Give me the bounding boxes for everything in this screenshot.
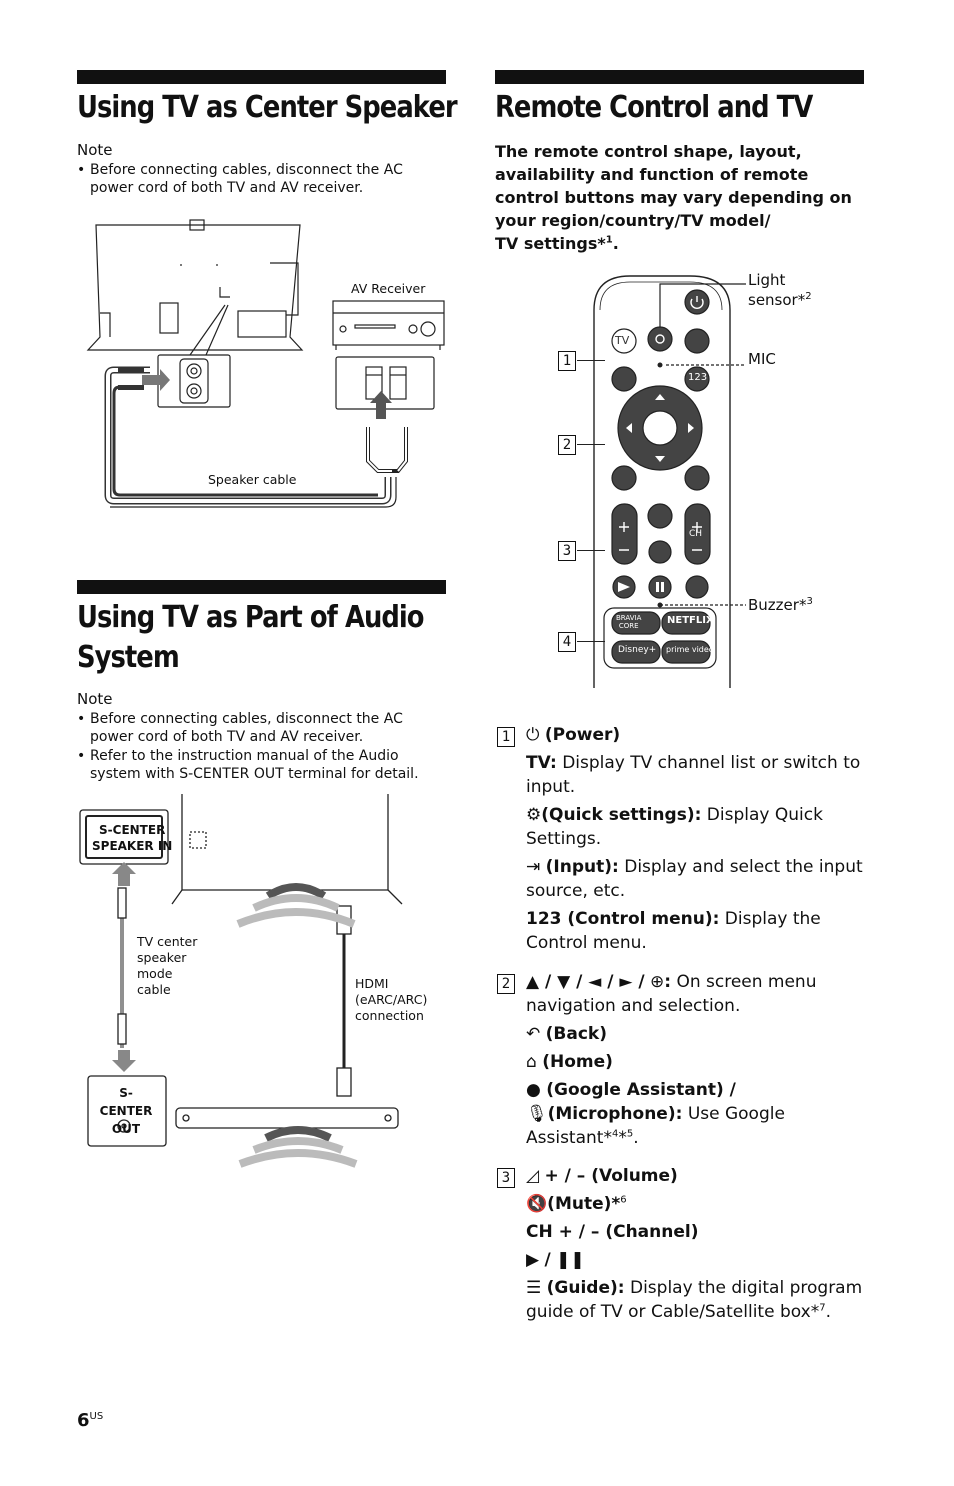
item-number: 1 — [497, 727, 515, 747]
channel-entry — [526, 1220, 866, 1244]
note-bullet: • Before connecting cables, disconnect the AC power cord of both TV and AV receiver. — [77, 710, 437, 746]
pause-icon: ❚❚ — [556, 1250, 585, 1270]
light-sensor-line1: Light — [748, 271, 786, 289]
back-label: (Back) — [545, 1024, 608, 1044]
mute-label: (Mute)* — [547, 1194, 621, 1214]
tv-desc: Display TV channel list or switch to input. — [526, 753, 861, 797]
back-icon: ↶ — [526, 1024, 541, 1044]
intro-line: your region/country/TV model/ — [495, 211, 771, 230]
assistant-label: (Google Assistant) / — [546, 1080, 736, 1100]
nav-desc: On screen menu navigation and selection. — [526, 972, 817, 1016]
tv-cable-line: TV center — [137, 934, 198, 949]
light-sensor-label — [748, 270, 812, 310]
item-2 — [526, 970, 866, 1150]
control-menu-desc: Display the Control menu. — [526, 909, 821, 953]
note-label: Note — [77, 690, 113, 708]
intro-text — [495, 140, 865, 255]
remote-btn-prime: prime video — [666, 645, 714, 654]
remote-btn-ch: CH — [689, 529, 703, 539]
callout-line — [577, 444, 605, 445]
channel-label: CH + / – (Channel) — [526, 1222, 699, 1242]
note-text: Refer to the instruction manual of the Audio system with S-CENTER OUT terminal for detail. — [90, 748, 419, 782]
section-title-line2: System — [77, 640, 179, 675]
power-icon: ⏻ — [526, 725, 540, 745]
volume-entry — [526, 1164, 866, 1188]
google-assistant-icon: ● — [526, 1080, 541, 1100]
scenter-in-label — [92, 822, 172, 854]
guide-icon: ☰ — [526, 1278, 542, 1298]
footnote-ref: 2 — [805, 291, 812, 302]
nav-label: ▲ / ▼ / ◄ / ► / — [526, 972, 645, 992]
callout-4: 4 — [558, 632, 576, 652]
remote-btn-netflix: NETFLIX — [667, 615, 714, 626]
control-menu-label: 123 (Control menu): — [526, 909, 720, 929]
period: . — [825, 1302, 831, 1322]
item-1 — [526, 723, 866, 955]
microphone-icon: 🎙 — [526, 1104, 548, 1124]
power-label: (Power) — [544, 725, 621, 745]
mic-label: MIC — [748, 350, 776, 368]
input-label: (Input): — [545, 857, 619, 877]
footnote-ref: 5 — [626, 1128, 634, 1140]
remote-btn-123: 123 — [688, 372, 708, 383]
page-number — [77, 1410, 103, 1431]
footnote-ref: 1 — [605, 234, 613, 246]
home-label: (Home) — [542, 1052, 613, 1072]
section-rule — [495, 70, 864, 84]
note-label: Note — [77, 141, 113, 159]
tv-cable-line: cable — [137, 982, 171, 997]
intro-line: availability and function of remote — [495, 165, 809, 184]
play-pause-entry — [526, 1248, 866, 1272]
scenter-out-label — [96, 1084, 156, 1138]
intro-line: TV settings*$^1$. — [495, 234, 619, 253]
quick-settings-desc: Display Quick Settings. — [526, 805, 823, 849]
intro-line: control buttons may vary depending on — [495, 188, 852, 207]
callout-line — [577, 550, 605, 551]
intro-line: The remote control shape, layout, — [495, 142, 802, 161]
tv-label: TV: — [526, 753, 557, 773]
remote-btn-bravia-line: BRAVIA — [616, 614, 642, 622]
hdmi-line: (eARC/ARC) — [355, 992, 428, 1007]
input-entry — [526, 855, 866, 903]
footnote-sep: * — [618, 1128, 627, 1148]
remote-btn-bravia — [616, 614, 641, 630]
scenter-out-line2: OUT — [111, 1122, 141, 1136]
page-number-value: 6 — [77, 1410, 90, 1431]
microphone-entry — [526, 1102, 866, 1150]
gear-icon: ⚙ — [526, 805, 542, 825]
nav-colon: : — [664, 972, 672, 992]
control-menu-entry — [526, 907, 866, 955]
tv-cable-line: mode — [137, 966, 173, 981]
tv-cable-label — [137, 934, 197, 998]
buzzer-label — [748, 595, 813, 615]
power-entry — [526, 723, 866, 747]
remote-btn-tv: TV — [615, 334, 630, 347]
footnote-ref: 7 — [819, 1302, 826, 1314]
scenter-out-line1: S-CENTER — [99, 1086, 153, 1118]
footnote-ref: 4 — [611, 1128, 619, 1140]
microphone-desc: Use Google Assistant* — [526, 1104, 785, 1148]
item-number: 3 — [497, 1168, 515, 1188]
play-sep: / — [544, 1250, 551, 1270]
note-text: Before connecting cables, disconnect the AC power cord of both TV and AV receiver. — [90, 711, 403, 745]
footnote-ref: 6 — [620, 1194, 627, 1206]
section-title: Using TV as Center Speaker — [77, 90, 457, 125]
tv-entry — [526, 751, 866, 799]
speaker-cable-label: Speaker cable — [208, 472, 297, 487]
callout-line — [577, 360, 605, 361]
item-number: 2 — [497, 974, 515, 994]
scenter-in-line2: SPEAKER IN — [92, 839, 173, 853]
remote-btn-core-line: CORE — [618, 622, 639, 630]
callout-1: 1 — [558, 351, 576, 371]
input-desc: Display and select the input source, etc. — [526, 857, 863, 901]
callout-2: 2 — [558, 435, 576, 455]
guide-desc: Display the digital program guide of TV or Cable/Satellite box* — [526, 1278, 863, 1322]
section-title: Remote Control and TV — [495, 90, 813, 125]
note-text: Before connecting cables, disconnect the AC power cord of both TV and AV receiver. — [90, 162, 403, 196]
section-rule — [77, 580, 446, 594]
note-bullet: • Before connecting cables, disconnect the AC power cord of both TV and AV receiver. — [77, 161, 427, 197]
remote-control-illustration — [590, 270, 750, 695]
buzzer-text: Buzzer* — [748, 596, 807, 614]
guide-entry — [526, 1276, 866, 1324]
section-title-line1: Using TV as Part of Audio — [77, 600, 424, 635]
mute-entry — [526, 1192, 866, 1216]
page-region: US — [89, 1411, 104, 1422]
microphone-label: (Microphone): — [547, 1104, 683, 1124]
volume-icon: ◿ — [526, 1166, 540, 1186]
item-3 — [526, 1164, 866, 1324]
guide-label: (Guide): — [546, 1278, 625, 1298]
footnote-ref: 3 — [806, 596, 813, 607]
tv-cable-line: speaker — [137, 950, 187, 965]
hdmi-label — [355, 976, 427, 1024]
period: . — [633, 1128, 639, 1148]
av-receiver-label: AV Receiver — [351, 281, 426, 296]
remote-btn-disney: Disney+ — [618, 645, 657, 655]
hdmi-line: HDMI — [355, 976, 389, 991]
hdmi-line: connection — [355, 1008, 424, 1023]
input-icon: ⇥ — [526, 857, 541, 877]
light-sensor-line2 — [748, 290, 812, 310]
select-icon: ⊕ — [649, 972, 665, 992]
assistant-entry — [526, 1078, 866, 1102]
center-speaker-diagram — [80, 215, 455, 515]
callout-3: 3 — [558, 541, 576, 561]
volume-label: + / – (Volume) — [544, 1166, 678, 1186]
scenter-in-line1: S-CENTER — [99, 823, 166, 837]
callout-line — [577, 641, 605, 642]
back-entry — [526, 1022, 866, 1046]
light-sensor-text: sensor* — [748, 291, 806, 309]
mute-icon: 🔇 — [526, 1194, 548, 1214]
section-rule — [77, 70, 446, 84]
note-bullet: • Refer to the instruction manual of the Audio system with S-CENTER OUT terminal for detail. — [77, 747, 437, 783]
intro-text-last: TV settings* — [495, 234, 606, 253]
home-icon: ⌂ — [526, 1052, 537, 1072]
nav-entry — [526, 970, 866, 1018]
quick-settings-label: (Quick settings): — [541, 805, 702, 825]
home-entry — [526, 1050, 866, 1074]
play-icon: ▶ — [526, 1250, 540, 1270]
quick-settings-entry — [526, 803, 866, 851]
